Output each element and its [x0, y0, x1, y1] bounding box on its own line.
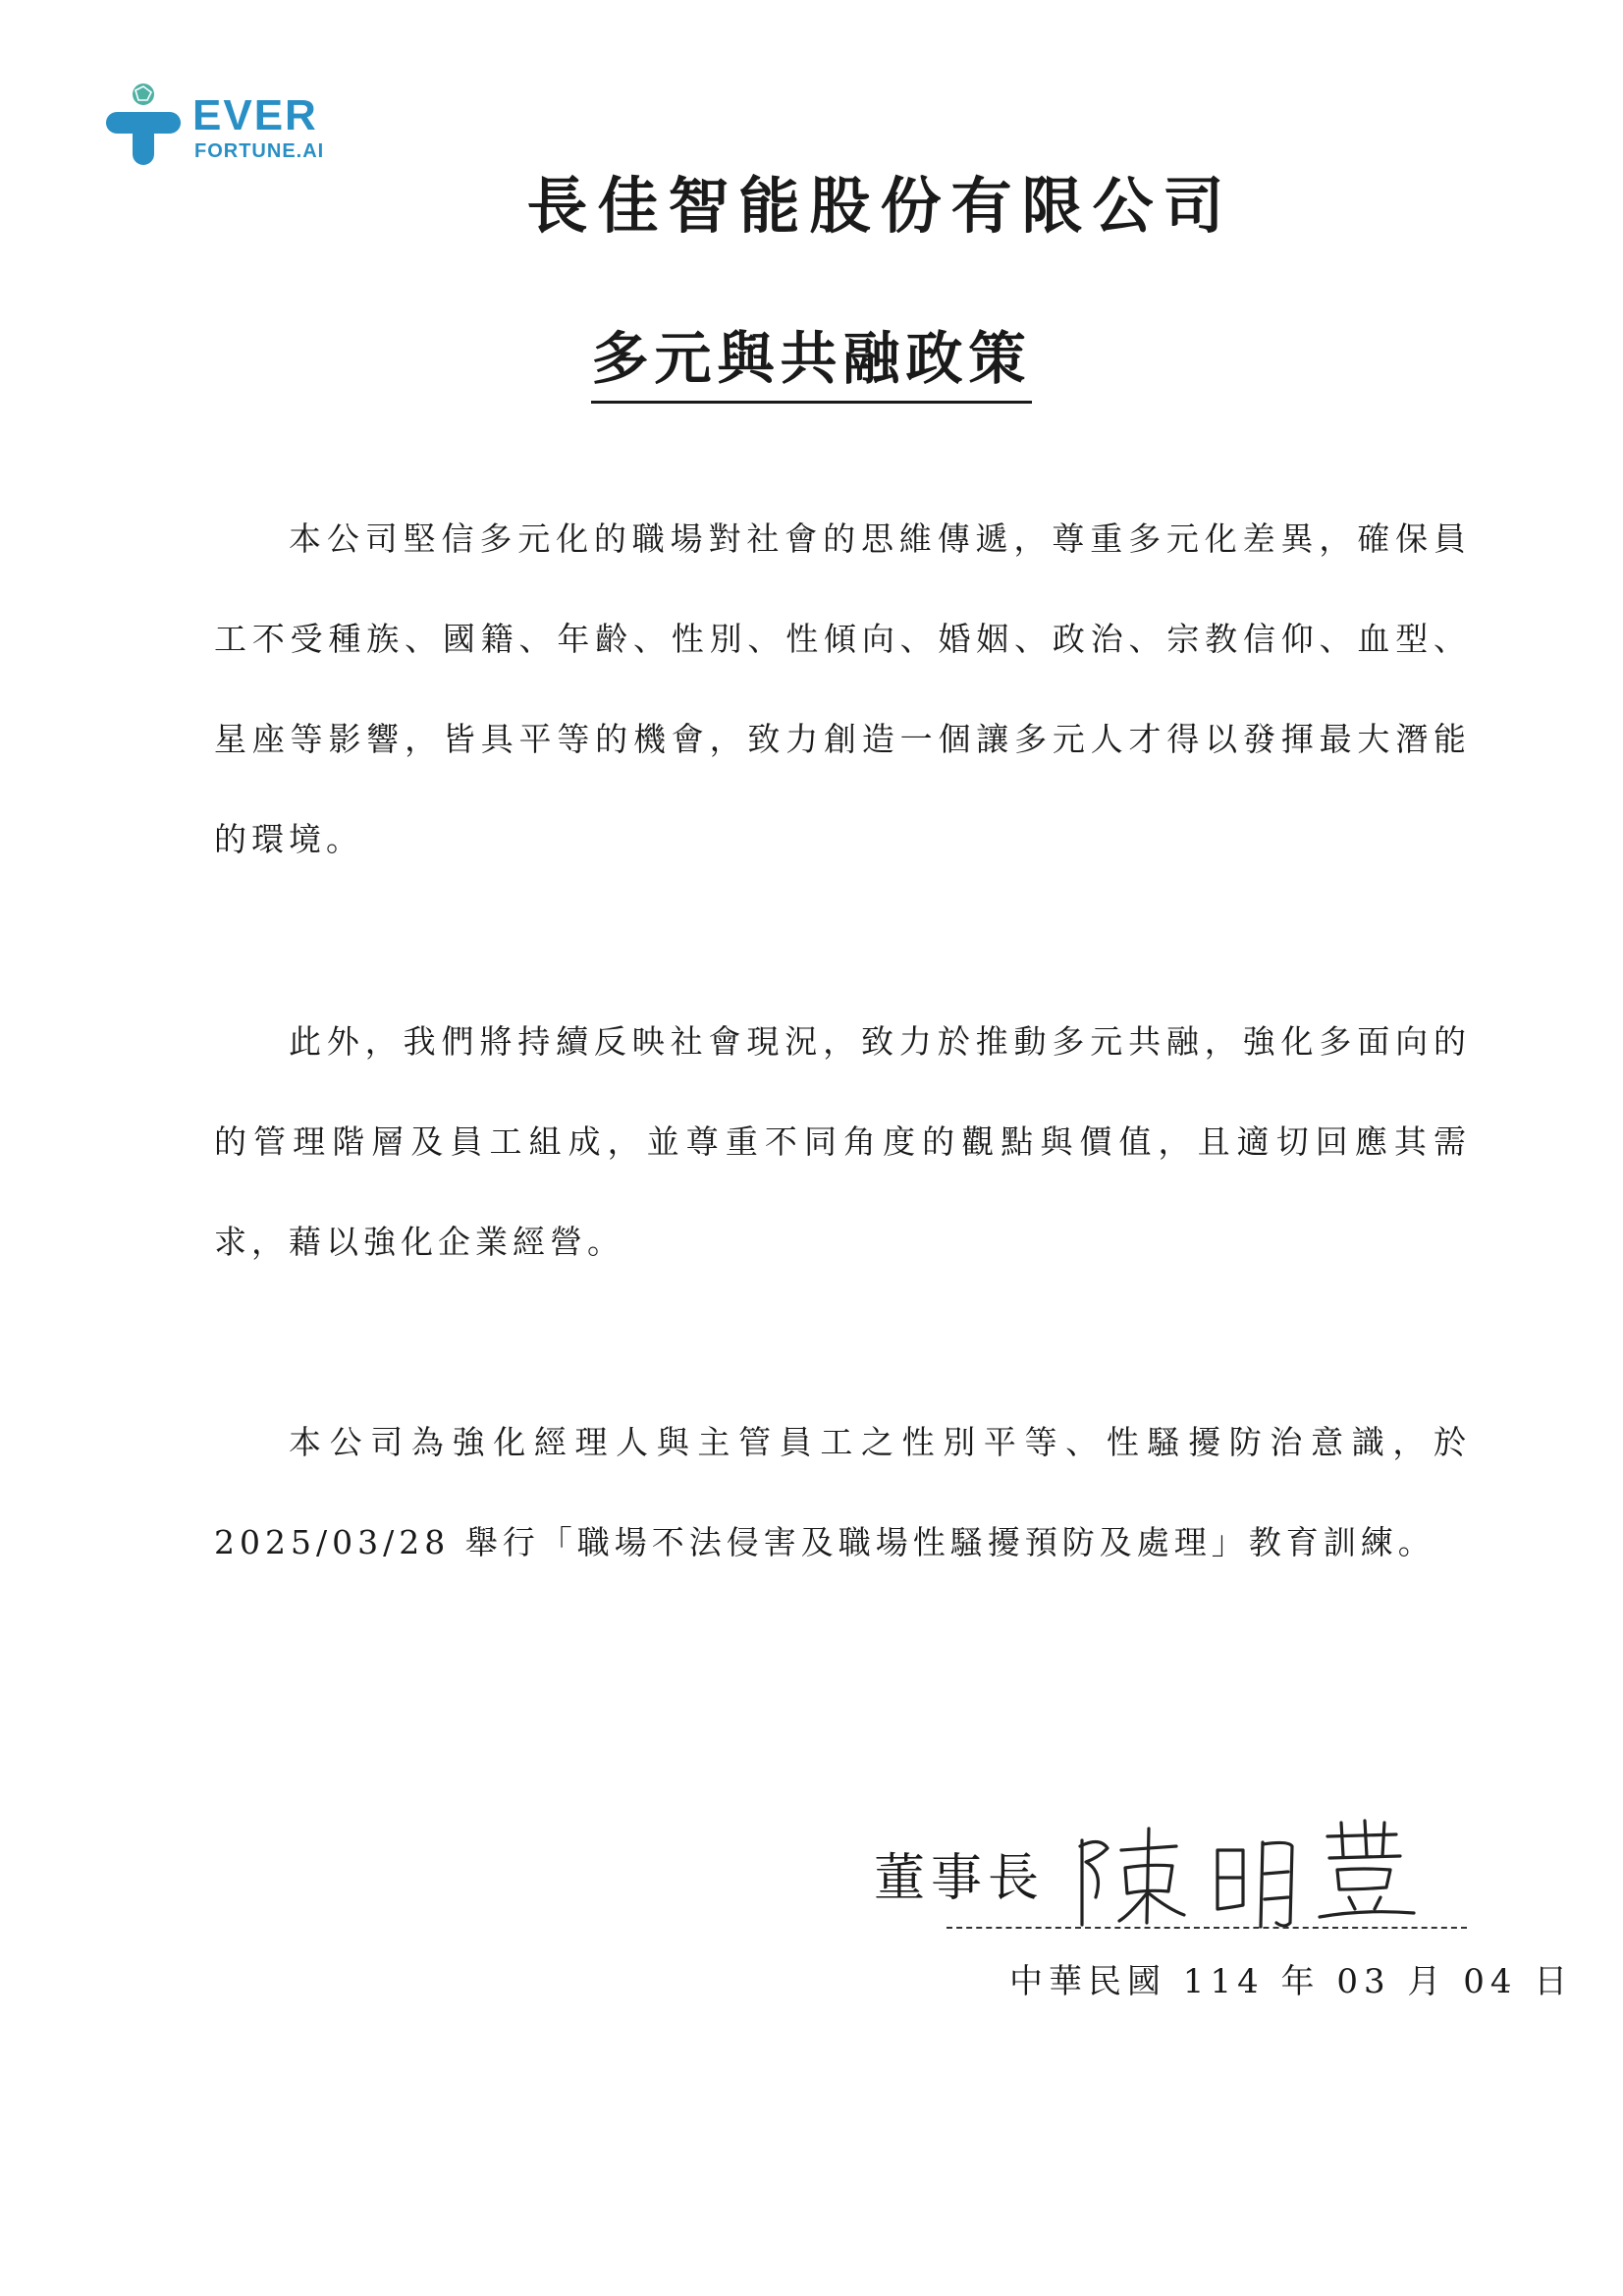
company-name: 長佳智能股份有限公司 — [526, 170, 1234, 242]
chairman-label: 董事長 — [874, 1849, 1046, 1908]
policy-title-text: 多元與共融政策 — [591, 312, 1031, 404]
policy-title — [0, 312, 1623, 404]
logo-subtitle: FORTUNE.AI — [194, 140, 325, 162]
document-date: 中華民國 114 年 03 月 04 日 — [1009, 1962, 1574, 2001]
body-paragraph-1: 本公司堅信多元化的職場對社會的思維傳遞，尊重多元化差異，確保員工不受種族、國籍、年齡、性別、性傾向、婚姻、政治、宗教信仰、血型、星座等影響，皆具平等的機會，致力創造一個讓多元人才得以發揮最大潛能的環境。 — [214, 519, 1471, 858]
cross-logo-icon — [102, 81, 185, 169]
body-paragraph-2: 此外，我們將持續反映社會現況，致力於推動多元共融，強化多面向的的管理階層及員工組成，並尊重不同角度的觀點與價值，且適切回應其需求，藉以強化企業經營。 — [214, 1022, 1471, 1261]
logo-wordmark: EVER — [192, 91, 318, 139]
handwritten-signature — [1070, 1807, 1424, 1935]
company-logo — [102, 81, 338, 169]
body-paragraph-3: 本公司為強化經理人與主管員工之性別平等、性騷擾防治意識，於2025/03/28 舉行「職場不法侵害及職場性騷擾預防及處理」教育訓練。 — [214, 1423, 1471, 1561]
signature-line — [947, 1927, 1467, 1929]
